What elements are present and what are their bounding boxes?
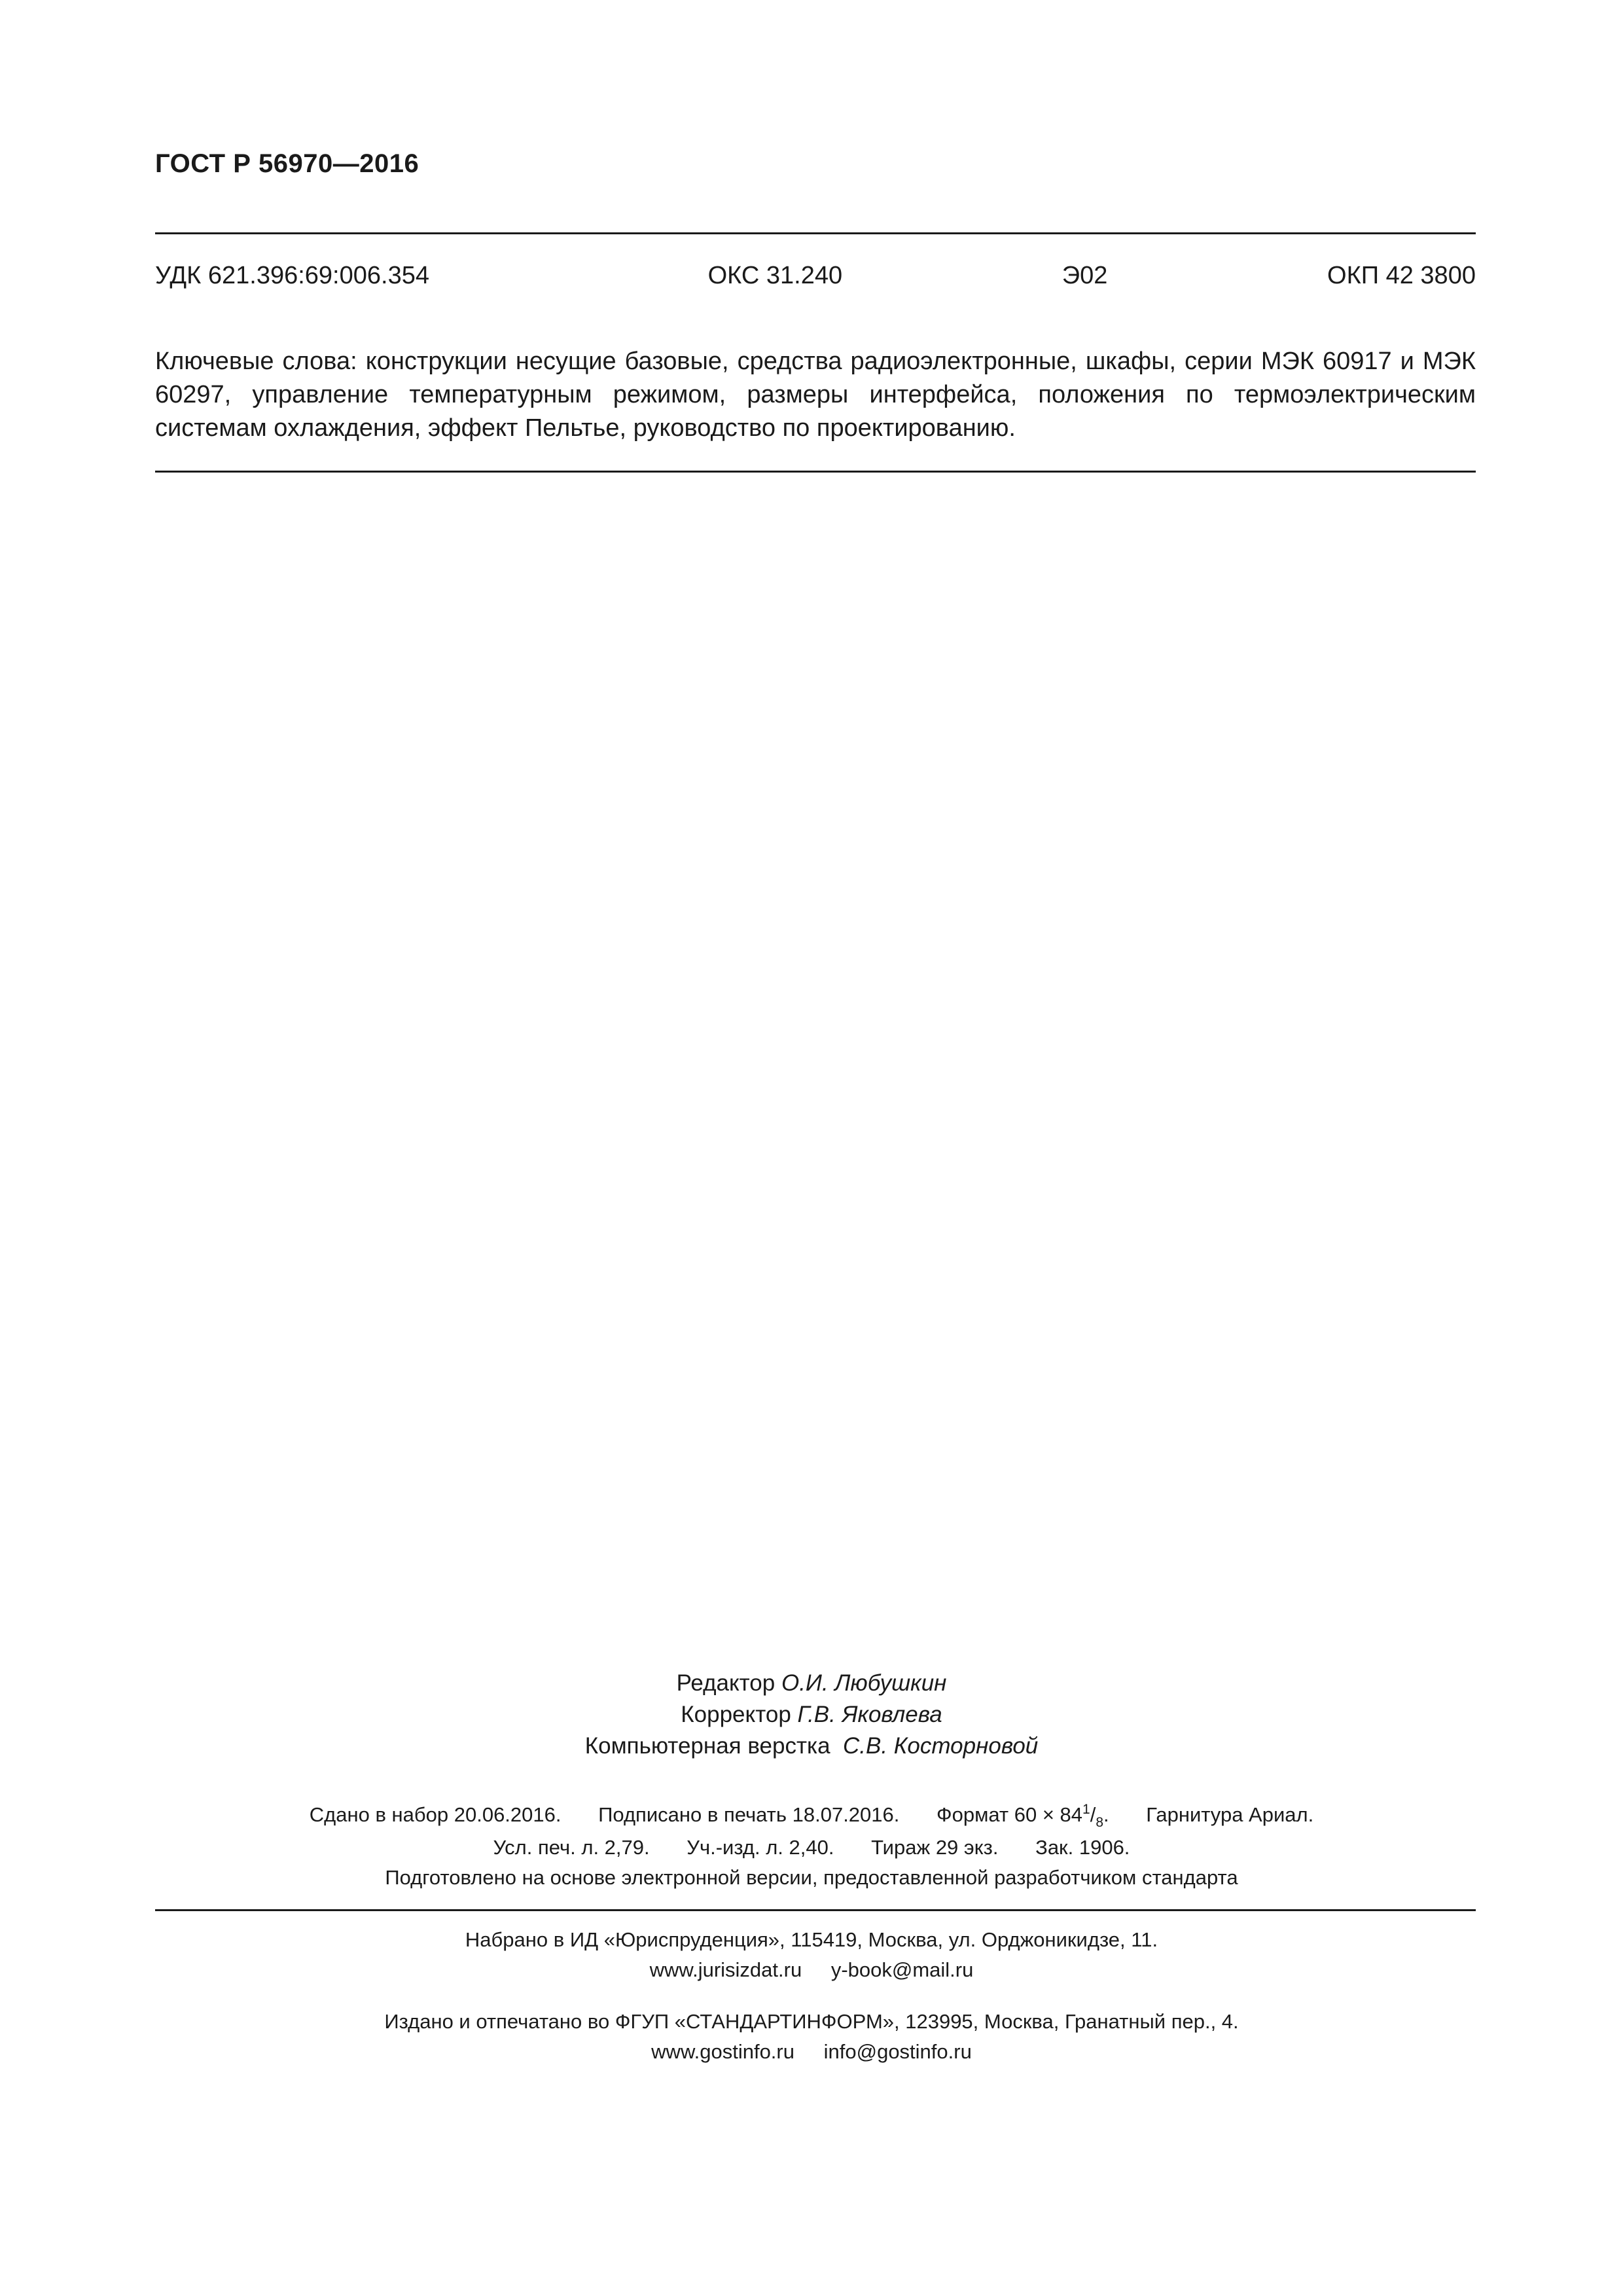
format-numerator: 1 [1082, 1802, 1090, 1817]
publication-sheets: Уч.-изд. л. 2,40. [687, 1836, 834, 1859]
print-sheets: Усл. печ. л. 2,79. [493, 1836, 650, 1859]
prepared-note: Подготовлено на основе электронной версии, предоставленной разработчиком стандарта [385, 1866, 1238, 1889]
imprint-block [0, 1800, 1623, 1893]
oks-code: ОКС 31.240 [707, 262, 843, 289]
imprint-row-1 [0, 1800, 1623, 1833]
imprint-row-2 [0, 1833, 1623, 1863]
corrector-name: Г.В. Яковлева [797, 1702, 942, 1727]
printed-website-link[interactable]: www.gostinfo.ru [651, 2040, 794, 2063]
paper-format [936, 1802, 1109, 1830]
submitted-date: Сдано в набор 20.06.2016. [309, 1803, 562, 1826]
layout-label: Компьютерная верстка [584, 1733, 830, 1759]
format-prefix: Формат 60 × 84 [936, 1803, 1083, 1826]
corrector-line [0, 1699, 1623, 1731]
typeset-email-link[interactable]: y-book@mail.ru [830, 1958, 974, 1981]
typeset-contacts [0, 1955, 1623, 1985]
format-denominator: 8 [1096, 1815, 1104, 1830]
format-suffix: . [1103, 1803, 1109, 1826]
typeset-line: Набрано в ИД «Юриспруденция», 115419, Москва, ул. Орджоникидзе, 11. [465, 1928, 1158, 1951]
editor-label: Редактор [676, 1670, 776, 1696]
format-slash: / [1090, 1803, 1096, 1826]
signed-date [598, 1803, 899, 1826]
e-code: Э02 [1061, 262, 1108, 289]
divider-keywords [155, 471, 1476, 473]
printed-line: Издано и отпечатано во ФГУП «СТАНДАРТИНФОРМ», 123995, Москва, Гранатный пер., 4. [384, 2010, 1239, 2033]
divider-top [155, 232, 1476, 234]
classification-row [155, 262, 1476, 290]
typeset-website-link[interactable]: www.jurisizdat.ru [649, 1958, 802, 1981]
okp-code: ОКП 42 3800 [1327, 262, 1476, 289]
order-number: Зак. 1906. [1035, 1836, 1130, 1859]
udk-code: УДК 621.396:69:006.354 [155, 262, 429, 289]
circulation: Тираж 29 экз. [871, 1836, 999, 1859]
editor-line [0, 1668, 1623, 1699]
printed-contacts [0, 2037, 1623, 2067]
typeface: Гарнитура Ариал. [1146, 1803, 1314, 1826]
signed-text: Подписано в печать 18.07.2016. [598, 1803, 900, 1826]
editor-name: О.И. Любушкин [781, 1670, 947, 1696]
credits-block [0, 1668, 1623, 1762]
corrector-label: Корректор [681, 1702, 791, 1727]
divider-imprint [155, 1909, 1476, 1911]
layout-name: С.В. Косторновой [843, 1733, 1039, 1759]
keywords-paragraph: Ключевые слова: конструкции несущие базовые, средства радиоэлектронные, шкафы, серии МЭК 60917 и МЭК 60297, управление температурным режимом, размеры интерфейса, положения по термоэлектрическим системам охлаждения, эффект Пельтье, руководство по проектированию. [155, 348, 1476, 442]
publisher-block [0, 1925, 1623, 2067]
layout-line [0, 1731, 1623, 1762]
page-header-standard-number: ГОСТ Р 56970—2016 [155, 149, 419, 178]
printed-email-link[interactable]: info@gostinfo.ru [823, 2040, 972, 2063]
